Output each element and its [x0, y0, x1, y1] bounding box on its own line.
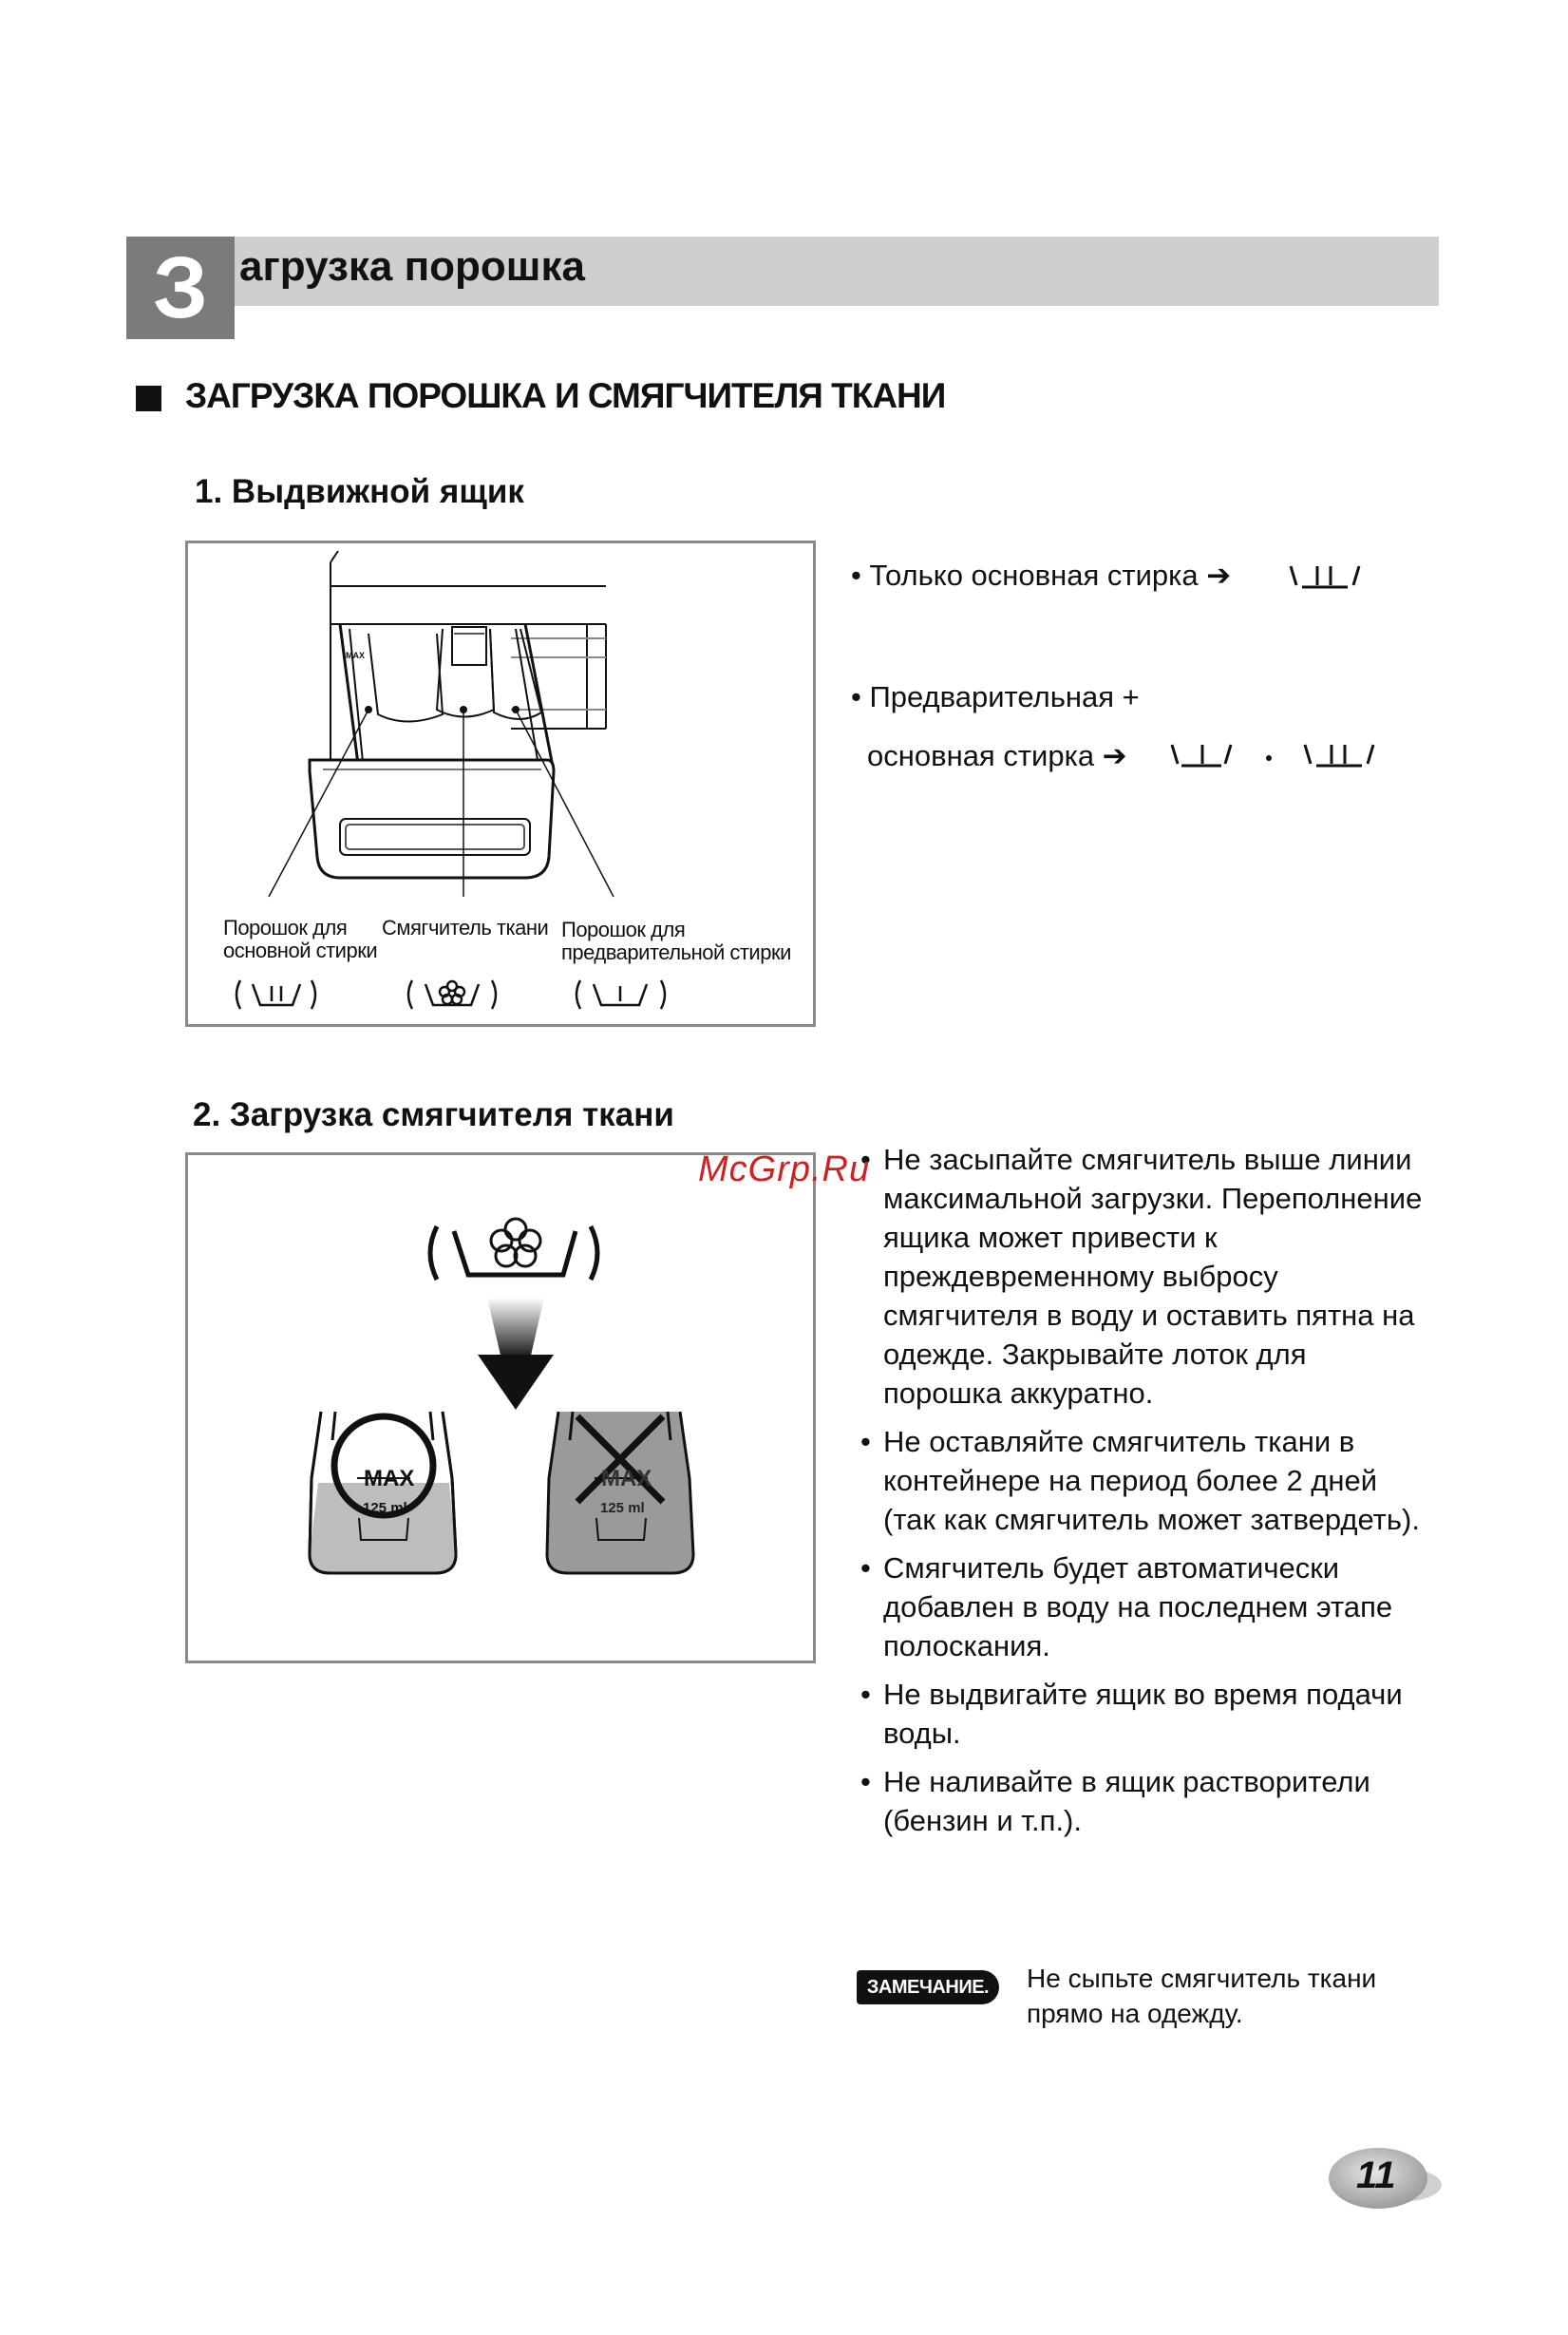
- list-item: • Не оставляйте смягчитель ткани в контейнере на период более 2 дней (так как смягчитель может затвердеть).: [860, 1422, 1430, 1539]
- prewash-symbol-icon: [576, 980, 665, 1009]
- list-item: • Не выдвигайте ящик во время подачи воды.: [860, 1675, 1430, 1753]
- dot-separator: [1266, 755, 1272, 761]
- container-overfilled: [547, 1412, 693, 1573]
- note-badge: ЗАМЕЧАНИЕ.: [857, 1970, 999, 2004]
- main-wash-symbol-icon: [236, 980, 315, 1009]
- softener-illustration: [188, 1155, 813, 1661]
- label-prewash-powder: [561, 919, 791, 964]
- page-number: 11: [1356, 2155, 1396, 2196]
- max-mark-left: MAX: [364, 1466, 415, 1491]
- prewash-symbol-icon: [1168, 739, 1235, 777]
- softener-symbol-icon: [408, 980, 496, 1009]
- volume-mark-left: 125 ml: [363, 1500, 407, 1516]
- max-mark-right: MAX: [601, 1466, 652, 1491]
- watermark: McGrp.Ru: [698, 1149, 871, 1189]
- drawer-figure: [185, 541, 816, 1027]
- max-mark: MAX: [346, 651, 365, 660]
- softener-instructions-list: [860, 1140, 1430, 1850]
- label-main-powder: [223, 917, 377, 962]
- list-item: • Не наливайте в ящик растворители (бензин и т.п.).: [860, 1762, 1430, 1840]
- subsection-title-drawer: 1. Выдвижной ящик: [195, 473, 524, 510]
- bullet-prewash-line2: основная стирка ➔: [867, 739, 1127, 772]
- label-prewash-line1: Порошок для: [561, 918, 686, 941]
- bullet-prewash-line1: • Предварительная +: [851, 680, 1140, 713]
- list-item: • Смягчитель будет автоматически добавлен в воду на последнем этапе полоскания.: [860, 1548, 1430, 1665]
- container-correct: [310, 1412, 456, 1573]
- main-wash-symbol-icon: [1287, 560, 1363, 598]
- bullet-main-wash-only: • Только основная стирка ➔: [851, 559, 1232, 592]
- chapter-title: агрузка порошка: [239, 243, 585, 290]
- label-softener: Смягчитель ткани: [382, 916, 549, 940]
- main-wash-symbol-icon: [1301, 739, 1377, 777]
- list-item: • Не засыпайте смягчитель выше линии максимальной загрузки. Переполнение ящика может привести к преждевременному выбросу смягчителя в воду и оставить пятна на одежде. Закрывайте лоток для порошка аккуратно.: [860, 1140, 1430, 1413]
- note-text: Не сыпьте смягчитель ткани прямо на одежду.: [1027, 1964, 1377, 2028]
- softener-figure: [185, 1152, 816, 1663]
- softener-symbol-icon: [430, 1219, 597, 1280]
- label-prewash-line2: предварительной стирки: [561, 940, 791, 964]
- label-main-powder-line2: основной стирки: [223, 939, 378, 962]
- subsection-title-softener: 2. Загрузка смягчителя ткани: [193, 1096, 674, 1133]
- volume-mark-right: 125 ml: [600, 1500, 645, 1516]
- section-bullet-icon: [136, 386, 161, 411]
- arrow-down-icon: [478, 1298, 554, 1410]
- section-title: ЗАГРУЗКА ПОРОШКА И СМЯГЧИТЕЛЯ ТКАНИ: [185, 376, 946, 415]
- chapter-number: З: [153, 239, 208, 336]
- label-main-powder-line1: Порошок для: [223, 916, 348, 940]
